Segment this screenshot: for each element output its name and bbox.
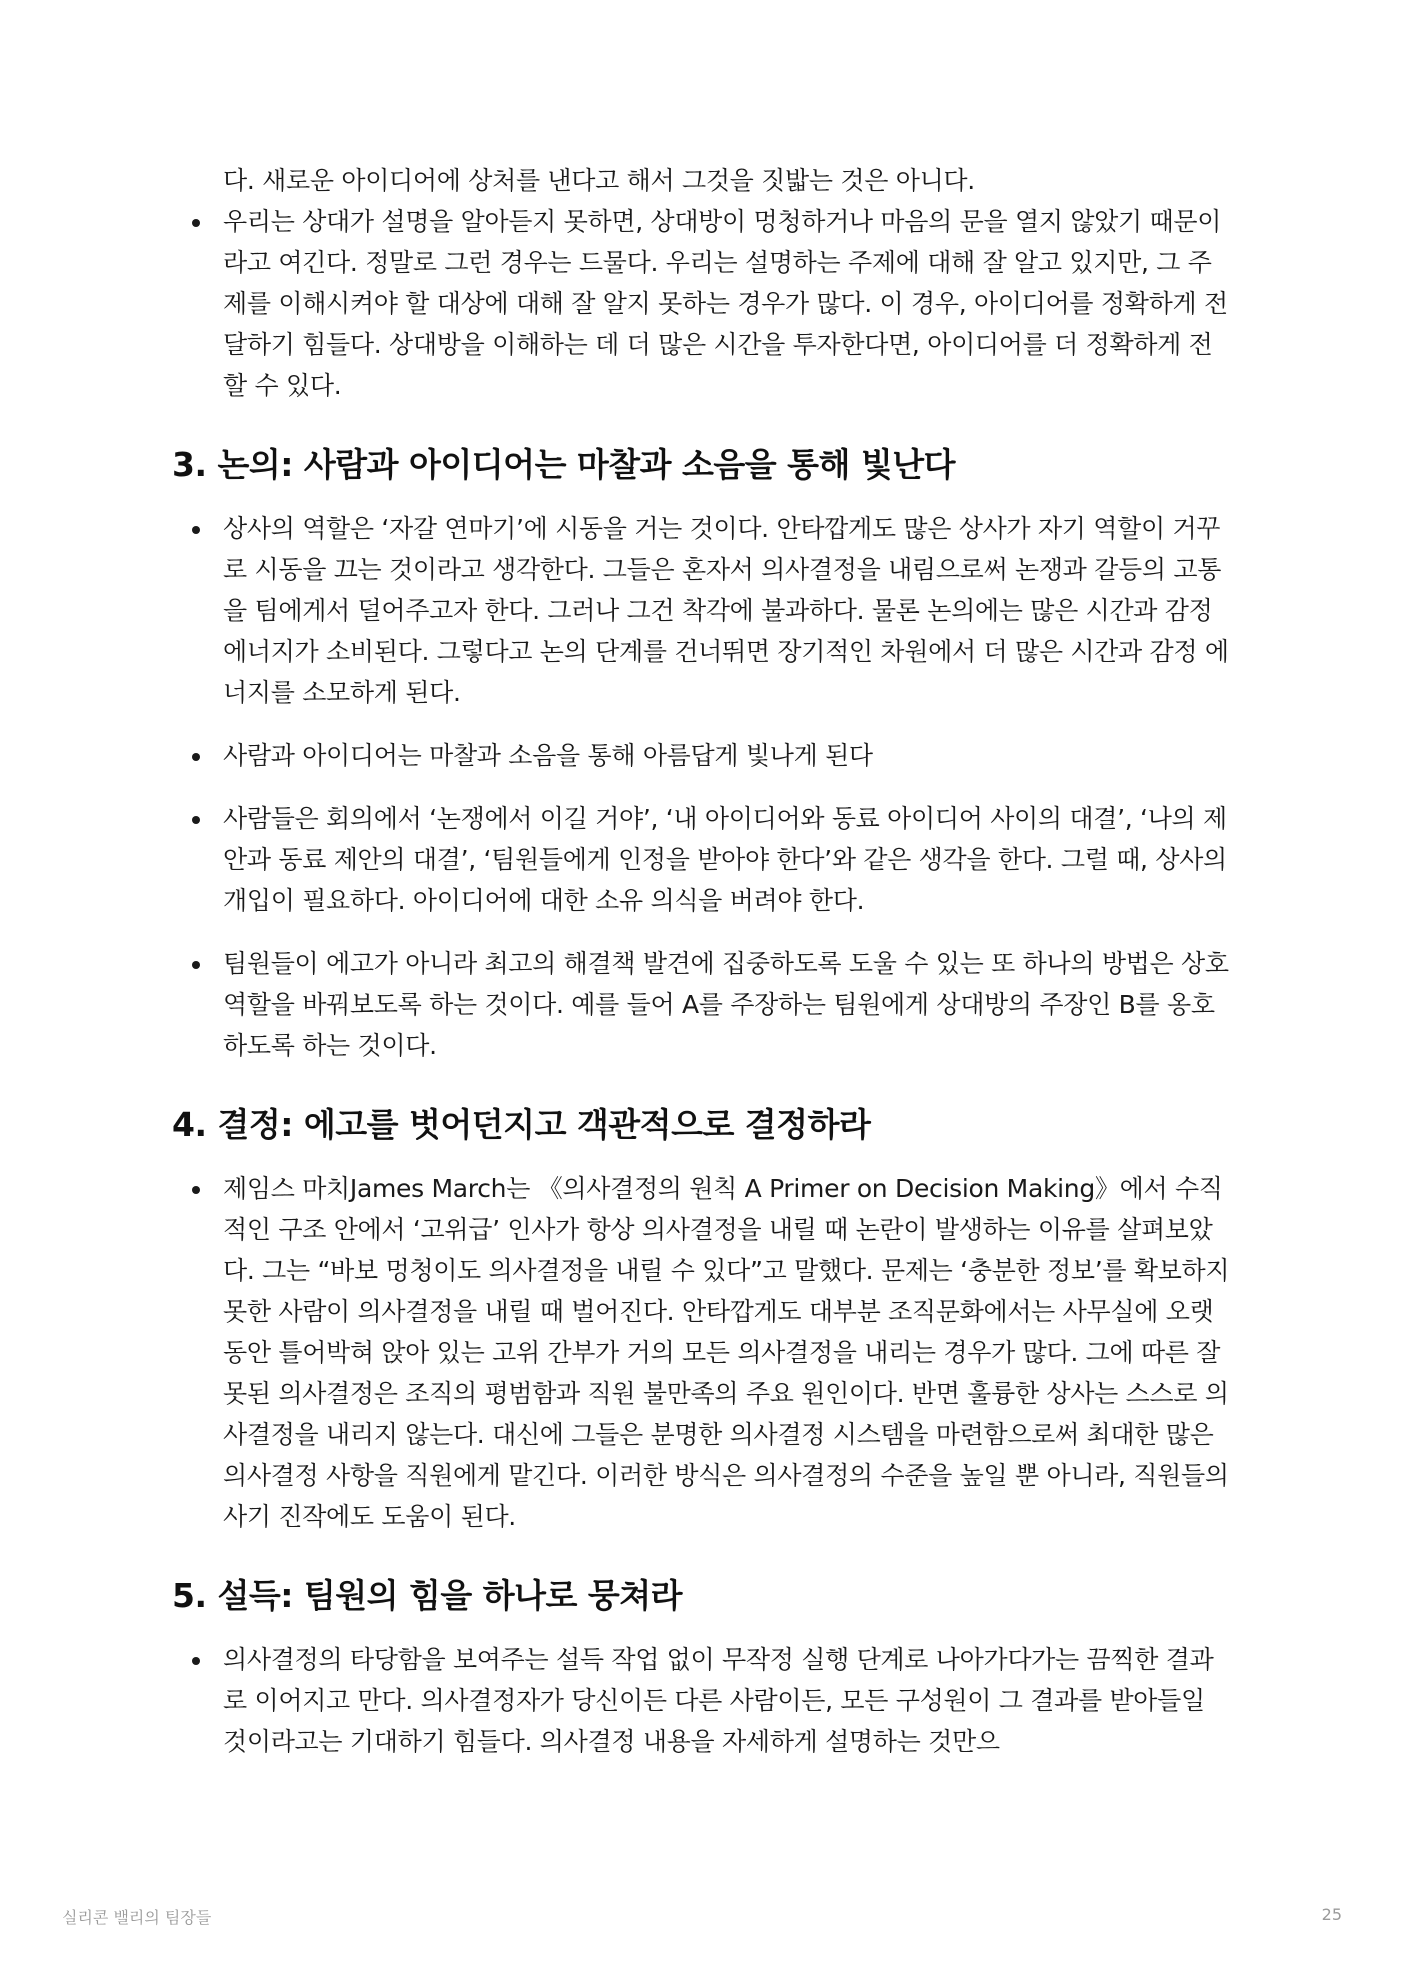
list-item-text: 상사의 역할은 ‘자갈 연마기’에 시동을 거는 것이다. 안타깝게도 많은 상사가 자기 역할이 거꾸로 시동을 끄는 것이라고 생각한다. 그들은 혼자서 의사결정을 내림으로써 논쟁과 갈등의 고통을 팀에게서 덜어주고자 한다. 그러나 그건 착각에 불과하다. 물론 논의에는 많은 시간과 감정 에너지가 소비된다. 그렇다고 논의 단계를 건너뛰면 장기적인 차원에서 더 많은 시간과 감정 에너지를 소모하게 된다. bbox=[223, 514, 1229, 707]
section-3-heading: 3. 논의: 사람과 아이디어는 마찰과 소음을 통해 빛난다 bbox=[172, 445, 956, 484]
list-item bbox=[223, 1639, 1233, 1762]
section-3-bullet-list bbox=[0, 508, 1404, 1066]
section-4-heading: 4. 결정: 에고를 벗어던지고 객관적으로 결정하라 bbox=[172, 1105, 871, 1144]
bullet-dot-icon bbox=[192, 753, 200, 761]
bullet-dot-icon bbox=[192, 816, 200, 824]
bullet-dot-icon bbox=[192, 1186, 200, 1194]
footer-book-title: 실리콘 밸리의 팀장들 bbox=[62, 1908, 212, 1927]
list-item bbox=[223, 943, 1233, 1066]
footer-page-number: 25 bbox=[1321, 1905, 1342, 1924]
bullet-dot-icon bbox=[192, 961, 200, 969]
list-item-text: 제임스 마치James March는 《의사결정의 원칙 A Primer on Decision Making》에서 수직적인 구조 안에서 ‘고위급’ 인사가 항상 의사결정을 내릴 때 논란이 발생하는 이유를 살펴보았다. 그는 “바보 멍청이도 의사결정을 내릴 수 있다”고 말했다. 문제는 ‘충분한 정보’를 확보하지 못한 사람이 의사결정을 내릴 때 벌어진다. 안타깝게도 대부분 조직문화에서는 사무실에 오랫동안 틀어박혀 앉아 있는 고위 간부가 거의 모든 의사결정을 내리는 경우가 많다. 그에 따른 잘못된 의사결정은 조직의 평범함과 직원 불만족의 주요 원인이다. 반면 훌륭한 상사는 스스로 의사결정을 내리지 않는다. 대신에 그들은 분명한 의사결정 시스템을 마련함으로써 최대한 많은 의사결정 사항을 직원에게 맡긴다. 이러한 방식은 의사결정의 수준을 높일 뿐 아니라, 직원들의 사기 진작에도 도움이 된다. bbox=[223, 1174, 1230, 1531]
bullet-dot-icon bbox=[192, 1657, 200, 1665]
list-item-text: 우리는 상대가 설명을 알아듣지 못하면, 상대방이 멍청하거나 마음의 문을 열지 않았기 때문이라고 여긴다. 정말로 그런 경우는 드물다. 우리는 설명하는 주제에 대해 잘 알고 있지만, 그 주제를 이해시켜야 할 대상에 대해 잘 알지 못하는 경우가 많다. 이 경우, 아이디어를 정확하게 전달하기 힘들다. 상대방을 이해하는 데 더 많은 시간을 투자한다면, 아이디어를 더 정확하게 전할 수 있다. bbox=[223, 207, 1228, 400]
bullet-dot-icon bbox=[192, 526, 200, 534]
list-item bbox=[223, 1168, 1233, 1537]
list-item bbox=[223, 508, 1233, 713]
page-content bbox=[0, 160, 1404, 1762]
section-5-bullet-list bbox=[0, 1639, 1404, 1762]
bullet-dot-icon bbox=[192, 219, 200, 227]
section-4-bullet-list bbox=[0, 1168, 1404, 1537]
list-item bbox=[223, 735, 1233, 776]
list-item bbox=[223, 798, 1233, 921]
list-item-text: 사람과 아이디어는 마찰과 소음을 통해 아름답게 빛나게 된다 bbox=[223, 741, 873, 770]
intro-bullet-list bbox=[0, 201, 1404, 406]
list-item-text: 의사결정의 타당함을 보여주는 설득 작업 없이 무작정 실행 단계로 나아가다가는 끔찍한 결과로 이어지고 만다. 의사결정자가 당신이든 다른 사람이든, 모든 구성원이 그 결과를 받아들일 것이라고는 기대하기 힘들다. 의사결정 내용을 자세하게 설명하는 것만으 bbox=[223, 1645, 1214, 1756]
list-item bbox=[223, 201, 1233, 406]
list-item-text: 팀원들이 에고가 아니라 최고의 해결책 발견에 집중하도록 도울 수 있는 또 하나의 방법은 상호 역할을 바꿔보도록 하는 것이다. 예를 들어 A를 주장하는 팀원에게 상대방의 주장인 B를 옹호하도록 하는 것이다. bbox=[223, 949, 1229, 1060]
continued-paragraph: 다. 새로운 아이디어에 상처를 낸다고 해서 그것을 짓밟는 것은 아니다. bbox=[223, 166, 975, 195]
list-item-text: 사람들은 회의에서 ‘논쟁에서 이길 거야’, ‘내 아이디어와 동료 아이디어 사이의 대결’, ‘나의 제안과 동료 제안의 대결’, ‘팀원들에게 인정을 받아야 한다’와 같은 생각을 한다. 그럴 때, 상사의 개입이 필요하다. 아이디어에 대한 소유 의식을 버려야 한다. bbox=[223, 804, 1227, 915]
section-5-heading: 5. 설득: 팀원의 힘을 하나로 뭉쳐라 bbox=[172, 1576, 683, 1615]
